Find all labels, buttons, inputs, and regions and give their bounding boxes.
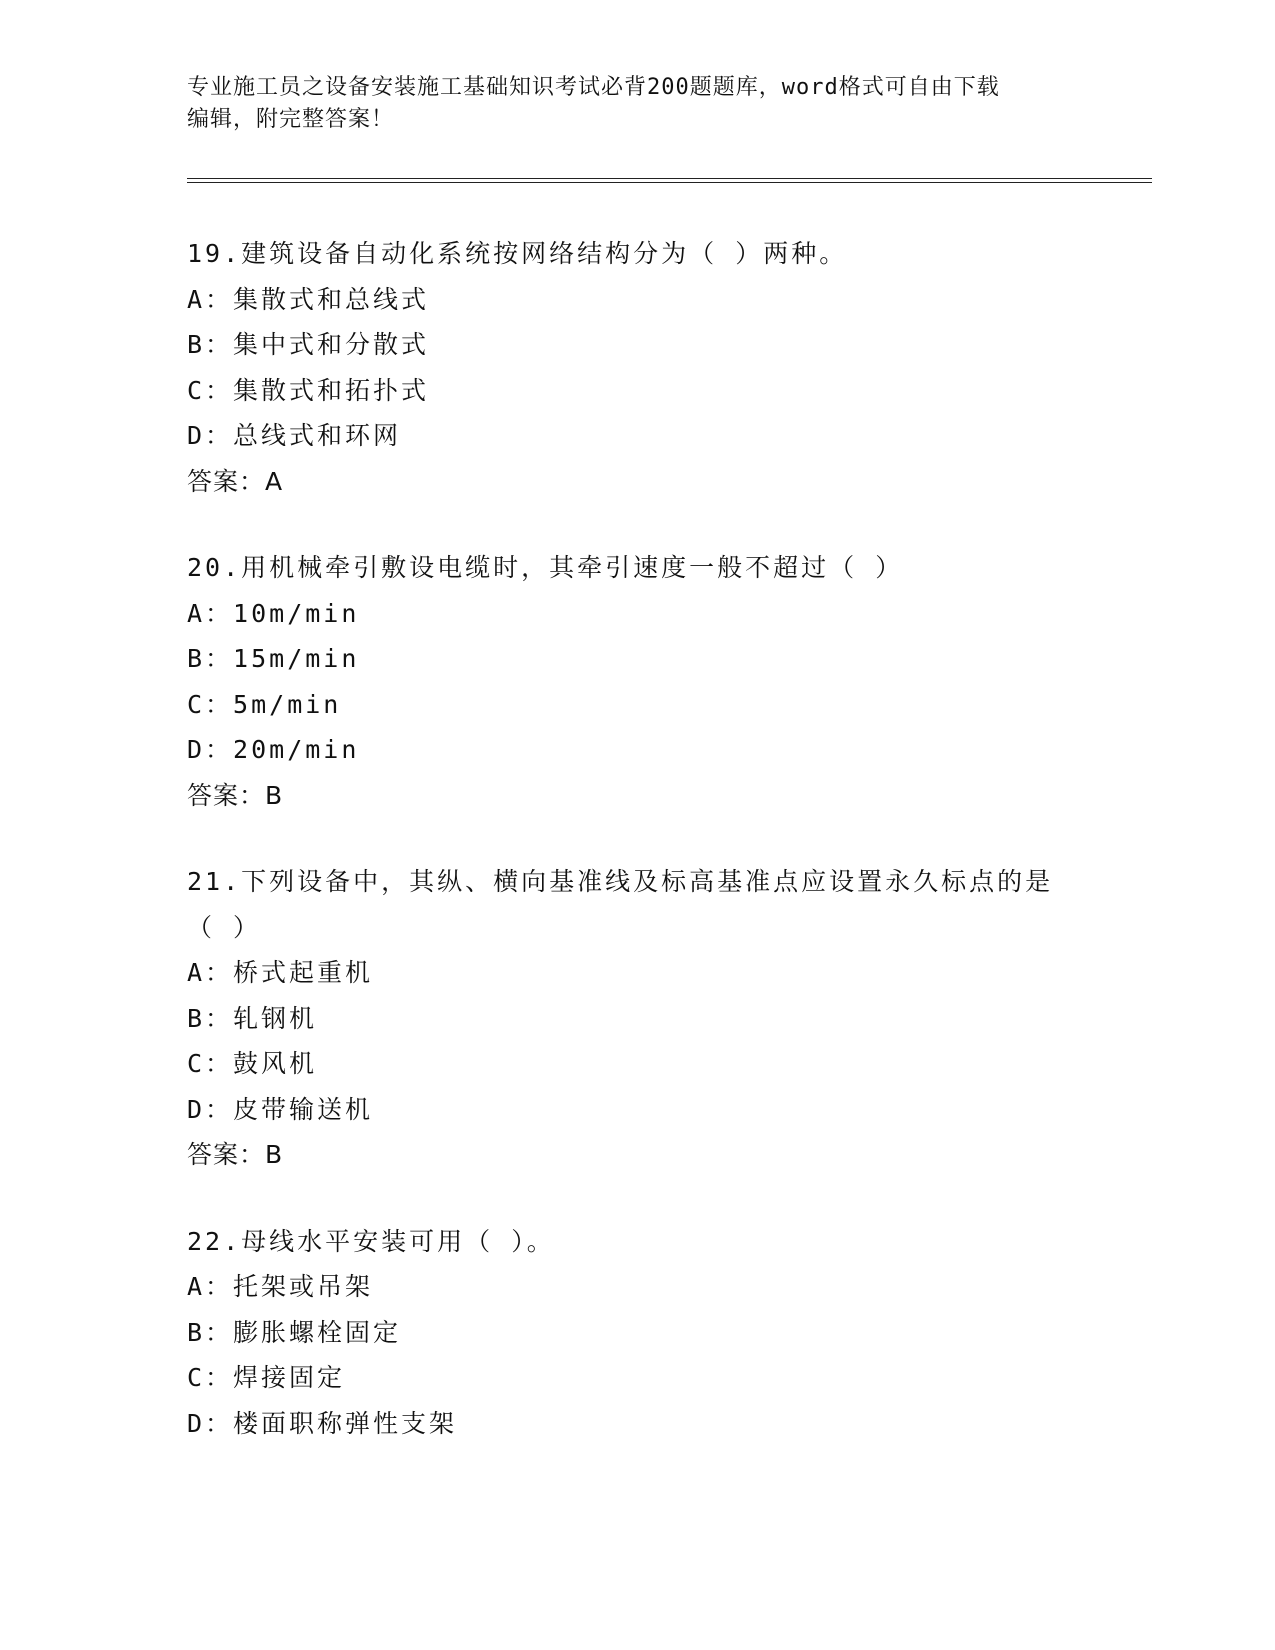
option-d: D：楼面职称弹性支架 (187, 1408, 458, 1438)
option-a: A：集散式和总线式 (187, 284, 430, 314)
question-list (187, 231, 1087, 1487)
question-20 (187, 545, 1087, 818)
answer: 答案：B (187, 1140, 284, 1169)
question-stem: 21.下列设备中，其纵、横向基准线及标高基准点应设置永久标点的是 (187, 867, 1054, 896)
header-line-2: 编辑，附完整答案！ (187, 107, 395, 132)
option-d: D：20m/min (187, 735, 360, 764)
header-line-1: 专业施工员之设备安装施工基础知识考试必背200题题库，word格式可自由下载 (187, 75, 1000, 100)
option-a: A：10m/min (187, 598, 360, 628)
option-d: D：总线式和环网 (187, 421, 402, 450)
option-c: C：5m/min (187, 689, 342, 719)
header-rule-bottom (187, 182, 1152, 183)
question-22 (187, 1219, 1087, 1447)
question-stem: 20.用机械牵引敷设电缆时，其牵引速度一般不超过（ ） (187, 553, 904, 582)
option-d: D：皮带输送机 (187, 1094, 374, 1124)
option-b: B：15m/min (187, 644, 360, 673)
option-c: C：鼓风机 (187, 1049, 318, 1078)
option-a: A：桥式起重机 (187, 958, 374, 987)
option-b: B：膨胀螺栓固定 (187, 1317, 402, 1347)
option-c: C：集散式和拓扑式 (187, 375, 430, 405)
header-rule-top (187, 178, 1152, 179)
answer: 答案：B (187, 780, 284, 810)
question-19 (187, 231, 1087, 504)
option-c: C：焊接固定 (187, 1363, 346, 1392)
option-a: A：托架或吊架 (187, 1272, 374, 1301)
question-stem: 22.母线水平安装可用（ ）。 (187, 1226, 555, 1256)
option-b: B：轧钢机 (187, 1003, 318, 1033)
question-stem-continued: （ ） (187, 912, 262, 942)
question-stem: 19.建筑设备自动化系统按网络结构分为（ ）两种。 (187, 239, 848, 268)
document-header (187, 72, 1087, 136)
option-b: B：集中式和分散式 (187, 330, 430, 359)
answer: 答案：A (187, 466, 284, 496)
question-21 (187, 859, 1087, 1178)
